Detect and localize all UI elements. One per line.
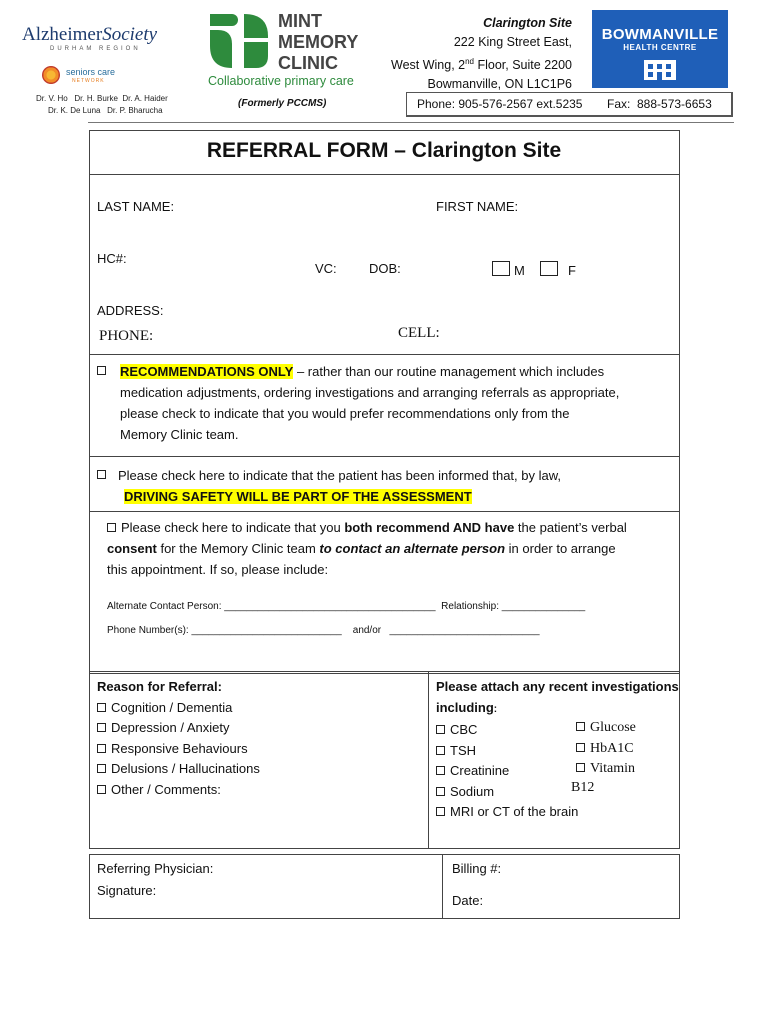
formerly-pccms: (Formerly PCCMS)	[238, 98, 327, 109]
investigations-title-2: including:	[436, 699, 498, 715]
alz-region: DURHAM REGION	[50, 46, 141, 52]
checkbox-icon	[436, 725, 445, 734]
signature-label: Signature:	[97, 883, 157, 898]
inv-glucose[interactable]: Glucose	[576, 718, 636, 739]
reason-divider	[428, 671, 429, 848]
mint-line-1: MINT	[278, 11, 322, 31]
checkbox-icon	[436, 807, 445, 816]
inv-sodium[interactable]: Sodium	[436, 782, 679, 803]
inv-tsh[interactable]: TSH	[436, 741, 679, 762]
checkbox-icon	[97, 744, 106, 753]
checkbox-icon	[97, 764, 106, 773]
inv-mri[interactable]: MRI or CT of the brain	[436, 802, 679, 823]
bowmanville-line-1: BOWMANVILLE	[601, 26, 719, 43]
alz-brand-2: Society	[102, 24, 158, 45]
date-label: Date:	[452, 893, 484, 908]
header-divider	[88, 122, 734, 123]
bowmanville-logo	[592, 10, 728, 88]
site-addr-2: West Wing, 2nd Floor, Suite 2200	[391, 57, 572, 73]
alternate-contact-line[interactable]: Alternate Contact Person: ______________________________________ Relationship: _______________	[107, 601, 586, 612]
consent-text: Please check here to indicate that you both recommend AND have the patient’s verbal consent for the Memory Clinic team to contact an alternate person in order to arrange this appointment. If so, please include:	[107, 520, 627, 577]
checkbox-icon	[97, 723, 106, 732]
investigations-right	[576, 718, 636, 780]
building-icon	[642, 58, 678, 80]
seniors-care-line2: NETWORK	[72, 78, 105, 84]
dob-label: DOB:	[369, 261, 401, 276]
investigations-title: Please attach any recent investigations	[436, 679, 679, 694]
site-name: Clarington Site	[483, 16, 572, 30]
reason-for-referral	[97, 677, 260, 800]
recommendations-checkbox[interactable]	[97, 363, 111, 378]
seniors-care-line1: seniors care	[66, 67, 116, 77]
clinic-fax: Fax: 888-573-6653	[607, 97, 712, 111]
reason-responsive[interactable]: Responsive Behaviours	[97, 739, 260, 760]
reason-title: Reason for Referral:	[97, 679, 222, 694]
checkbox-icon[interactable]	[97, 366, 106, 375]
bowmanville-line-2: HEALTH CENTRE	[623, 43, 697, 52]
seniors-care-icon	[42, 66, 60, 84]
checkbox-icon	[576, 722, 585, 731]
vc-label: VC:	[315, 261, 337, 276]
address-label: ADDRESS:	[97, 303, 164, 318]
mint-line-2: MEMORY	[278, 32, 359, 52]
divider-1	[89, 354, 679, 355]
alzheimer-society-logo	[22, 24, 172, 58]
mint-line-3: CLINIC	[278, 53, 338, 73]
sex-male-option[interactable]: M	[492, 261, 525, 278]
reason-depression[interactable]: Depression / Anxiety	[97, 718, 260, 739]
site-address	[391, 14, 572, 94]
divider-2	[89, 456, 679, 457]
doctors-line-1: Dr. V. Ho Dr. H. Burke Dr. A. Haider	[36, 94, 168, 103]
inv-b12: B12	[571, 780, 595, 795]
title-divider	[89, 174, 679, 175]
reason-other[interactable]: Other / Comments:	[97, 780, 260, 801]
checkbox-icon	[436, 766, 445, 775]
phone-label: PHONE:	[99, 328, 154, 344]
mint-leaf-icon	[208, 12, 270, 70]
checkbox-icon	[436, 746, 445, 755]
last-name-label: LAST NAME:	[97, 199, 175, 214]
mint-tagline: Collaborative primary care	[208, 74, 354, 88]
driving-checkbox[interactable]	[97, 467, 111, 482]
reason-cognition[interactable]: Cognition / Dementia	[97, 698, 260, 719]
seniors-care-logo	[42, 64, 152, 88]
male-checkbox[interactable]	[492, 261, 510, 276]
checkbox-icon[interactable]	[97, 470, 106, 479]
phone-fax-box	[406, 92, 733, 117]
divider-3	[89, 511, 679, 512]
form-title: REFERRAL FORM – Clarington Site	[206, 139, 562, 162]
signature-divider	[442, 854, 443, 918]
female-checkbox[interactable]	[540, 261, 558, 276]
alz-brand-1: Alzheimer	[22, 24, 103, 45]
checkbox-icon	[436, 787, 445, 796]
inv-cbc[interactable]: CBC	[436, 720, 679, 741]
inv-creatinine[interactable]: Creatinine	[436, 761, 679, 782]
checkbox-icon	[576, 743, 585, 752]
site-addr-1: 222 King Street East,	[453, 35, 572, 49]
inv-hba1c[interactable]: HbA1C	[576, 739, 636, 760]
checkbox-icon	[576, 763, 585, 772]
clinic-phone: Phone: 905-576-2567 ext.5235	[417, 97, 583, 111]
hc-label: HC#:	[97, 251, 127, 266]
site-addr-3: Bowmanville, ON L1C1P6	[427, 77, 572, 92]
mint-memory-clinic-logo	[208, 12, 368, 92]
phone-numbers-line[interactable]: Phone Number(s): ___________________________ and/or ___________________________	[107, 625, 540, 636]
consent-checkbox[interactable]	[107, 523, 116, 532]
checkbox-icon	[97, 785, 106, 794]
referring-physician-label: Referring Physician:	[97, 861, 214, 876]
billing-label: Billing #:	[452, 861, 502, 876]
reason-delusions[interactable]: Delusions / Hallucinations	[97, 759, 260, 780]
recommendations-text: RECOMMENDATIONS ONLY – rather than our routine management which includes medication adjustments, ordering investigations and arranging referrals as appropriate, please check to indicate that you would prefer recommendations only from the Memory Clinic team.	[120, 364, 620, 442]
investigations	[436, 677, 679, 823]
sex-female-option[interactable]: F	[540, 261, 576, 278]
driving-text: Please check here to indicate that the patient has been informed that, by law, DRIVING SAFETY WILL BE PART OF THE ASSESSMENT	[118, 468, 562, 504]
inv-vitamin[interactable]: Vitamin	[576, 759, 636, 780]
first-name-label: FIRST NAME:	[436, 199, 519, 214]
cell-label: CELL:	[398, 325, 440, 341]
doctors-line-2: Dr. K. De Luna Dr. P. Bharucha	[48, 106, 163, 115]
checkbox-icon	[97, 703, 106, 712]
